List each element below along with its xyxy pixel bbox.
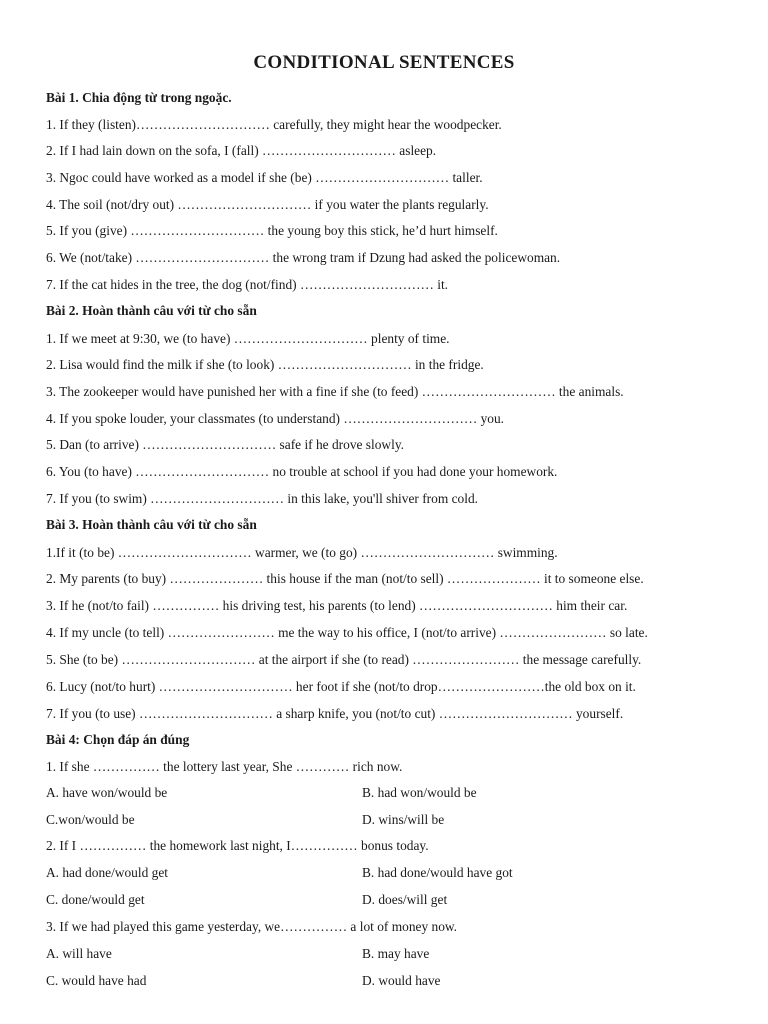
ex3-item: 3. If he (not/to fail) …………… his driving test, his parents (to lend) ………………………… him their car. [46, 598, 628, 613]
ex3-item: 7. If you (to use) ………………………… a sharp knife, you (not/to cut) ………………………… yourself. [46, 706, 624, 721]
ex4-option: D. does/will get [362, 892, 448, 907]
ex4-option: C. done/would get [46, 892, 145, 907]
ex3-item: 4. If my uncle (to tell) …………………… me the way to his office, I (not/to arrive) …………………… so late. [46, 625, 648, 640]
ex2-item: 1. If we meet at 9:30, we (to have) ………………………… plenty of time. [46, 331, 450, 346]
ex4-option: B. may have [362, 946, 430, 961]
ex4-option: A. had done/would get [46, 865, 168, 880]
ex2-item: 5. Dan (to arrive) ………………………… safe if he drove slowly. [46, 437, 404, 452]
ex1-heading: Bài 1. Chia động từ trong ngoặc. [46, 90, 232, 105]
ex2-heading: Bài 2. Hoàn thành câu với từ cho sẵn [46, 303, 257, 318]
ex2-item: 2. Lisa would find the milk if she (to look) ………………………… in the fridge. [46, 357, 484, 372]
ex4-option: D. would have [362, 973, 441, 988]
page-title: CONDITIONAL SENTENCES [253, 52, 515, 73]
ex4-option: D. wins/will be [362, 812, 445, 827]
ex4-option: B. had won/would be [362, 785, 477, 800]
ex4-heading: Bài 4: Chọn đáp án đúng [46, 732, 190, 747]
ex4-option: C.won/would be [46, 812, 135, 827]
ex1-item: 3. Ngoc could have worked as a model if she (be) ………………………… taller. [46, 170, 483, 185]
ex2-item: 3. The zookeeper would have punished her with a fine if she (to feed) ………………………… the animals. [46, 384, 624, 399]
ex2-item: 4. If you spoke louder, your classmates (to understand) ………………………… you. [46, 411, 505, 426]
ex2-item: 7. If you (to swim) ………………………… in this lake, you'll shiver from cold. [46, 491, 478, 506]
ex3-heading: Bài 3. Hoàn thành câu với từ cho sẵn [46, 517, 257, 532]
ex4-option: C. would have had [46, 973, 147, 988]
ex2-item: 6. You (to have) ………………………… no trouble at school if you had done your homework. [46, 464, 558, 479]
ex4-question: 2. If I …………… the homework last night, I…………… bonus today. [46, 838, 429, 853]
ex4-option: A. have won/would be [46, 785, 168, 800]
ex1-item: 4. The soil (not/dry out) ………………………… if you water the plants regularly. [46, 197, 489, 212]
ex3-item: 1.If it (to be) ………………………… warmer, we (to go) ………………………… swimming. [46, 545, 558, 560]
ex4-option: B. had done/would have got [362, 865, 513, 880]
ex1-item: 7. If the cat hides in the tree, the dog (not/find) ………………………… it. [46, 277, 449, 292]
ex3-item: 2. My parents (to buy) ………………… this house if the man (not/to sell) ………………… it to someone else. [46, 571, 644, 586]
ex1-item: 6. We (not/take) ………………………… the wrong tram if Dzung had asked the policewoman. [46, 250, 561, 265]
ex1-item: 2. If I had lain down on the sofa, I (fall) ………………………… asleep. [46, 143, 437, 158]
ex4-question: 3. If we had played this game yesterday, we…………… a lot of money now. [46, 919, 458, 934]
ex1-item: 5. If you (give) ………………………… the young boy this stick, he’d hurt himself. [46, 223, 498, 238]
ex4-option: A. will have [46, 946, 112, 961]
ex4-question: 1. If she …………… the lottery last year, She ………… rich now. [46, 759, 403, 774]
ex1-item: 1. If they (listen)………………………… carefully, they might hear the woodpecker. [46, 117, 502, 132]
ex3-item: 5. She (to be) ………………………… at the airport if she (to read) …………………… the message carefully. [46, 652, 642, 667]
ex3-item: 6. Lucy (not/to hurt) ………………………… her foot if she (not/to drop……………………the old box on it. [46, 679, 636, 694]
